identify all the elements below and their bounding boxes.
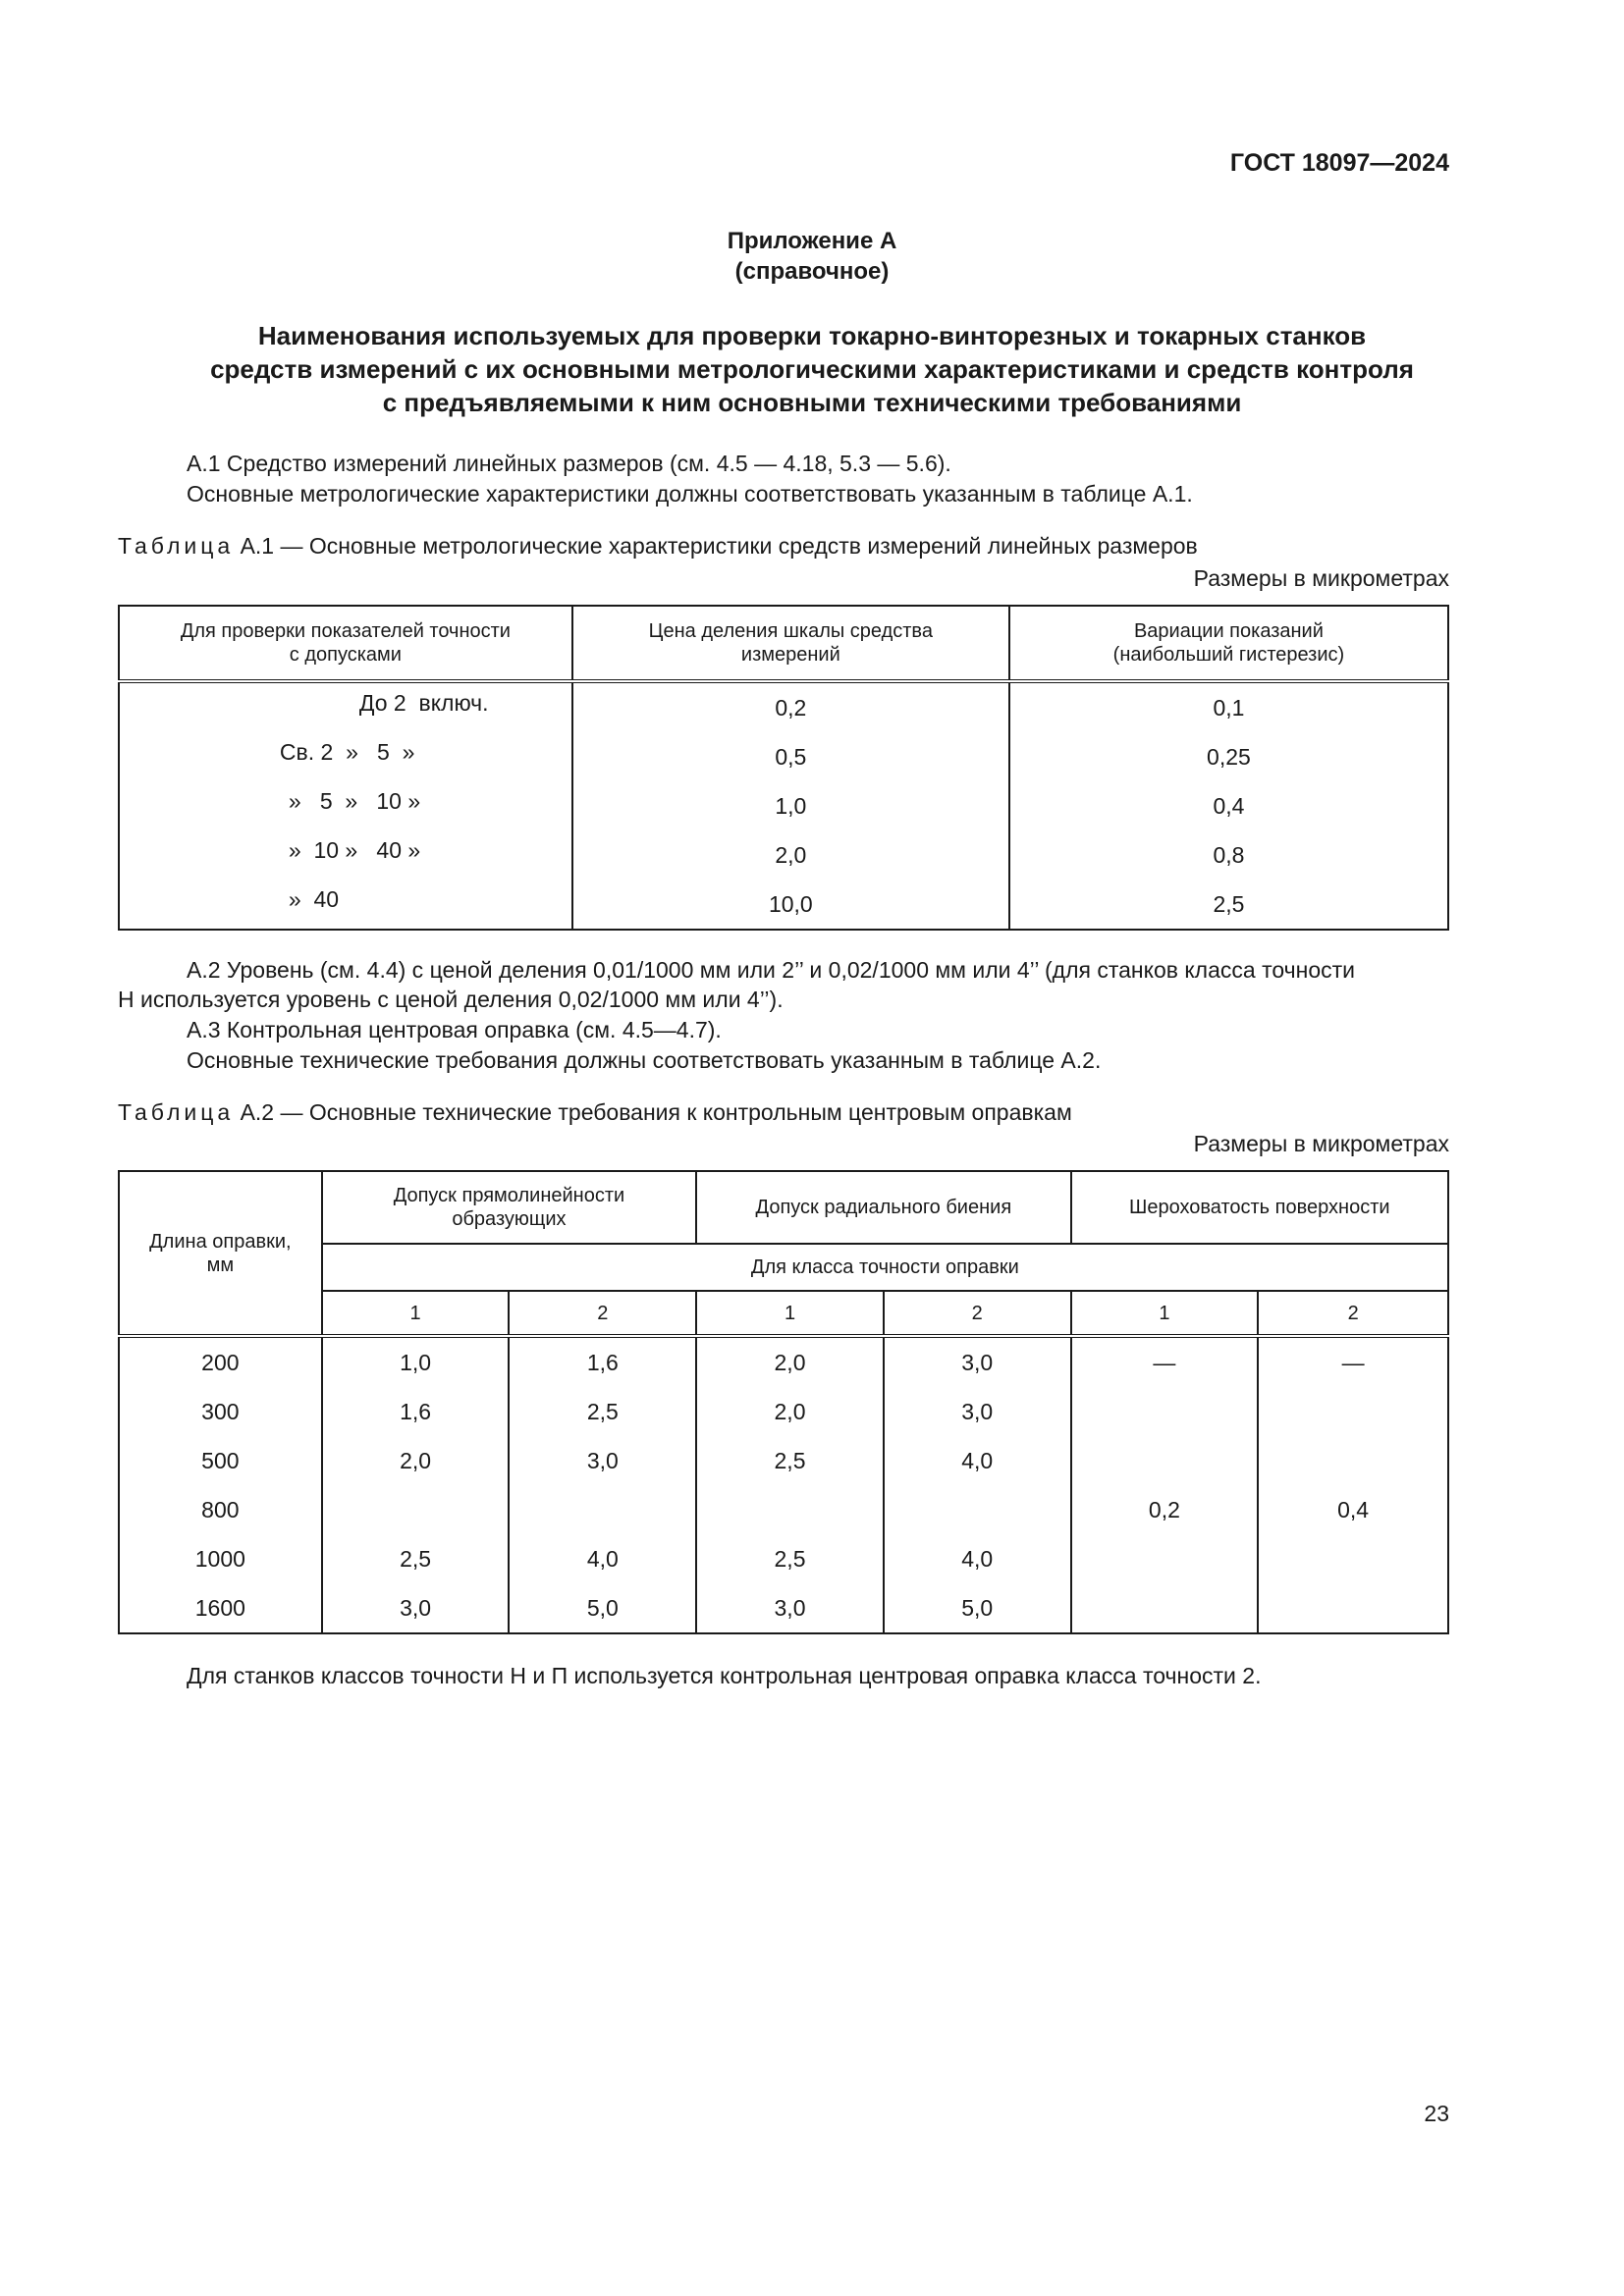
division-cell: 2,0 [572, 830, 1009, 880]
table1-caption-text: А.1 — Основные метрологические характеристики средств измерений линейных размеров [240, 533, 1198, 559]
main-title-line: Наименования используемых для проверки токарно-винторезных и токарных станков [257, 321, 1367, 350]
range-cell: Св. 2 » 5 » [279, 739, 415, 765]
range-cell: » 40 [288, 886, 340, 912]
table1-caption [118, 533, 1198, 560]
roughness-2-cell [1258, 1387, 1448, 1436]
runout-1-cell: 2,0 [696, 1336, 884, 1387]
column-header-straightness: Допуск прямолинейности образующих [322, 1171, 696, 1244]
column-header-roughness: Шероховатость поверхности [1071, 1171, 1448, 1244]
table-row [119, 1387, 1448, 1436]
class-1-header: 1 [322, 1291, 510, 1336]
roughness-2-cell: 0,4 [1258, 1485, 1448, 1534]
table2-caption-text: А.2 — Основные технические требования к контрольным центровым оправкам [240, 1099, 1072, 1125]
main-title-line: средств измерений с их основными метрологическими характеристиками и средств контроля [210, 354, 1414, 384]
table1-units: Размеры в микрометрах [1193, 565, 1449, 591]
straightness-2-cell: 4,0 [509, 1534, 696, 1583]
table-row [119, 1336, 1448, 1387]
roughness-1-cell: — [1071, 1336, 1259, 1387]
class-1-header: 1 [1071, 1291, 1259, 1336]
table-header-row [119, 1171, 1448, 1244]
table2-caption-prefix: Таблица [118, 1099, 235, 1125]
length-cell: 500 [119, 1436, 322, 1485]
column-header-runout: Допуск радиального биения [696, 1171, 1070, 1244]
runout-2-cell: 3,0 [884, 1336, 1071, 1387]
straightness-1-cell: 2,5 [322, 1534, 510, 1583]
range-cell: » 10 » 40 » [288, 837, 421, 863]
runout-2-cell: 5,0 [884, 1583, 1071, 1633]
runout-2-cell: 4,0 [884, 1534, 1071, 1583]
runout-2-cell: 4,0 [884, 1436, 1071, 1485]
variation-cell: 0,25 [1009, 732, 1448, 781]
column-header-length: Длина оправки, мм [119, 1171, 322, 1336]
table-row [119, 830, 1448, 880]
straightness-1-cell: 2,0 [322, 1436, 510, 1485]
runout-1-cell: 3,0 [696, 1583, 884, 1633]
page-number: 23 [1424, 2101, 1449, 2126]
length-cell: 300 [119, 1387, 322, 1436]
straightness-2-cell: 2,5 [509, 1387, 696, 1436]
runout-1-cell: 2,5 [696, 1534, 884, 1583]
division-cell: 1,0 [572, 781, 1009, 830]
annex-heading [0, 226, 1624, 287]
column-header-range: Для проверки показателей точности с допусками [119, 606, 572, 681]
range-cell: До 2 включ. [358, 690, 489, 716]
roughness-1-cell [1071, 1436, 1259, 1485]
division-cell: 0,2 [572, 681, 1009, 732]
main-title-line: с предъявляемыми к ним основными техническими требованиями [382, 388, 1242, 417]
table-row [119, 732, 1448, 781]
column-header-division: Цена деления шкалы средства измерений [572, 606, 1009, 681]
roughness-2-cell [1258, 1534, 1448, 1583]
variation-cell: 0,1 [1009, 681, 1448, 732]
table-row [119, 681, 1448, 732]
table-row [119, 1436, 1448, 1485]
range-cell: » 5 » 10 » [288, 788, 421, 814]
straightness-1-cell: 3,0 [322, 1583, 510, 1633]
straightness-2-cell: 3,0 [509, 1436, 696, 1485]
division-cell: 10,0 [572, 880, 1009, 930]
class-2-header: 2 [884, 1291, 1071, 1336]
paragraph-a3-text: Основные технические требования должны соответствовать указанным в таблице А.2. [187, 1047, 1102, 1073]
roughness-2-cell: — [1258, 1336, 1448, 1387]
runout-1-cell: 2,5 [696, 1436, 884, 1485]
variation-cell: 0,4 [1009, 781, 1448, 830]
table-row [119, 1534, 1448, 1583]
table-header-row [119, 606, 1448, 681]
table-row [119, 1485, 1448, 1534]
length-cell: 1600 [119, 1583, 322, 1633]
table-a1 [118, 605, 1449, 931]
roughness-1-cell: 0,2 [1071, 1485, 1259, 1534]
variation-cell: 0,8 [1009, 830, 1448, 880]
division-cell: 0,5 [572, 732, 1009, 781]
paragraph-a2-continued: Н используется уровень с ценой деления 0,02/1000 мм или 4’’). [118, 987, 784, 1012]
straightness-1-cell [322, 1485, 510, 1534]
length-cell: 800 [119, 1485, 322, 1534]
table2-units: Размеры в микрометрах [1193, 1131, 1449, 1156]
length-cell: 1000 [119, 1534, 322, 1583]
paragraph-final: Для станков классов точности Н и П используется контрольная центровая оправка класса точности 2. [187, 1663, 1262, 1688]
straightness-1-cell: 1,0 [322, 1336, 510, 1387]
table2-caption [118, 1099, 1072, 1126]
roughness-2-cell [1258, 1583, 1448, 1633]
annex-subtitle: (справочное) [734, 258, 890, 285]
table1-caption-prefix: Таблица [118, 533, 235, 559]
table-a2 [118, 1170, 1449, 1634]
paragraph-a1: А.1 Средство измерений линейных размеров (см. 4.5 — 4.18, 5.3 — 5.6). [187, 451, 951, 476]
column-header-variation: Вариации показаний (наибольший гистерезис) [1009, 606, 1448, 681]
annex-title: Приложение А [727, 228, 897, 254]
length-cell: 200 [119, 1336, 322, 1387]
class-2-header: 2 [509, 1291, 696, 1336]
runout-2-cell [884, 1485, 1071, 1534]
class-1-header: 1 [696, 1291, 884, 1336]
paragraph-a3: А.3 Контрольная центровая оправка (см. 4.5—4.7). [187, 1017, 722, 1042]
straightness-2-cell: 1,6 [509, 1336, 696, 1387]
straightness-2-cell [509, 1485, 696, 1534]
main-title [98, 319, 1526, 419]
paragraph-a1-text: Основные метрологические характеристики должны соответствовать указанным в таблице А.1. [187, 481, 1193, 507]
runout-1-cell [696, 1485, 884, 1534]
table-row [119, 880, 1448, 930]
paragraph-a2: А.2 Уровень (см. 4.4) с ценой деления 0,01/1000 мм или 2’’ и 0,02/1000 мм или 4’’ (для станков класса точности [187, 957, 1355, 983]
roughness-1-cell [1071, 1387, 1259, 1436]
straightness-1-cell: 1,6 [322, 1387, 510, 1436]
class-2-header: 2 [1258, 1291, 1448, 1336]
table-row [119, 1583, 1448, 1633]
variation-cell: 2,5 [1009, 880, 1448, 930]
runout-1-cell: 2,0 [696, 1387, 884, 1436]
table-row [119, 781, 1448, 830]
straightness-2-cell: 5,0 [509, 1583, 696, 1633]
roughness-1-cell [1071, 1583, 1259, 1633]
roughness-2-cell [1258, 1436, 1448, 1485]
roughness-1-cell [1071, 1534, 1259, 1583]
column-header-class: Для класса точности оправки [322, 1244, 1448, 1291]
document-code: ГОСТ 18097—2024 [1229, 149, 1449, 177]
runout-2-cell: 3,0 [884, 1387, 1071, 1436]
